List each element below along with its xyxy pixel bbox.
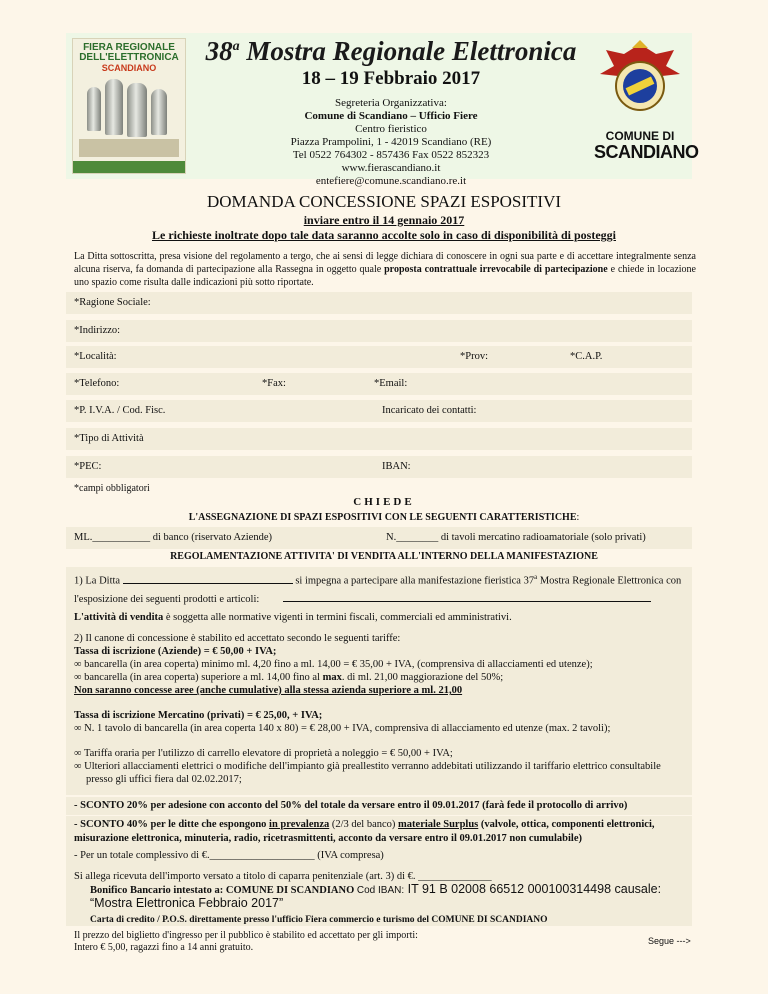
organizer-phone: Tel 0522 764302 - 857436 Fax 0522 852323: [292, 149, 490, 161]
segue-label: Segue: [648, 936, 675, 946]
organizer-website: www.fierascandiano.it: [341, 162, 441, 174]
bancarella-2-max: max: [322, 672, 342, 683]
bullet-icon: ∞: [74, 672, 82, 683]
ticket-info: [74, 930, 418, 954]
tipo-attivita-label: *Tipo di Attività: [74, 433, 144, 444]
bullet-icon: ∞: [74, 659, 82, 670]
poster-line1: FIERA REGIONALE: [83, 42, 175, 53]
allacciamenti: [74, 760, 684, 786]
edition-sup: a: [232, 39, 240, 54]
organizer-name: Comune di Scandiano – Ufficio Fiere: [304, 110, 478, 122]
pec-field[interactable]: [66, 456, 692, 478]
discount-20: - SCONTO 20% per adesione con acconto del 50% del totale da versare entro il 09.01.2017 (farà fede il protocollo di arrivo): [66, 797, 692, 815]
email-label: *Email:: [374, 378, 408, 389]
localita-field[interactable]: [66, 346, 692, 368]
cap-label: *C.A.P.: [570, 351, 603, 362]
ditta-blank[interactable]: [123, 583, 293, 584]
organizer-address: Piazza Prampolini, 1 - 42019 Scandiano (RE): [290, 136, 492, 148]
discount-40: [66, 816, 692, 848]
vendita-bold: L'attività di vendita: [74, 611, 164, 623]
intro-paragraph: [74, 250, 696, 289]
valve-tube-graphic: [127, 83, 147, 137]
total-text: - Per un totale complessivo di €.____________________ (IVA compresa): [74, 850, 384, 861]
bancarella-1-text: bancarella (in area coperta) minimo ml. 4,20 fino a ml. 14,00 = € 35,00 + IVA, (comprensiva di allacciamenti ed utenze);: [84, 659, 593, 670]
page-title: [186, 36, 596, 67]
rule1-text-a: 1) La Ditta: [74, 575, 123, 587]
tassa-privati: Tassa di iscrizione Mercatino (privati) = € 25,00, + IVA;: [74, 710, 323, 721]
discount-40-text-a: - SCONTO 40% per le ditte che espongono: [74, 819, 270, 830]
event-dates: 18 – 19 Febbraio 2017: [301, 68, 481, 89]
rule1-text-c: Mostra Regionale Elettronica con: [537, 575, 682, 587]
bancarella-2-text-b: . di ml. 21,00 maggiorazione del 50%;: [341, 672, 504, 683]
fax-label: *Fax:: [262, 378, 286, 389]
rule2-intro: 2) Il canone di concessione è stabilito ed accettato secondo le seguenti tariffe:: [74, 633, 401, 644]
tariffa-carrello: [74, 747, 684, 760]
n-tavoli-label: N.________ di tavoli mercatino radioamatoriale (solo privati): [386, 532, 646, 543]
required-note: *campi obbligatori: [74, 483, 150, 494]
form-title: DOMANDA CONCESSIONE SPAZI ESPOSITIVI: [206, 192, 562, 211]
bonifico-iban: IT 91 B 02008 66512 000100314498: [404, 882, 612, 896]
products-blank[interactable]: [283, 601, 651, 602]
comune-logo: [594, 129, 699, 162]
bancarella-2: [74, 671, 684, 684]
bonifico-line: [74, 883, 684, 911]
rule1-line2: [74, 593, 684, 606]
tariffa-carrello-text: Tariffa oraria per l'utilizzo di carrello elevatore di proprietà a noleggio = € 50,00 + IVA;: [83, 748, 453, 759]
ticket-line1: Il prezzo del biglietto d'ingresso per il pubblico è stabilito ed accettato per gli importi:: [74, 930, 418, 941]
organizer-label: Segreteria Organizzativa:: [335, 97, 447, 109]
rule2-block: [66, 629, 692, 795]
bonifico-iban-label: Cod IBAN:: [356, 885, 405, 896]
assegnazione-heading: [40, 512, 728, 523]
ticket-line2: Intero € 5,00, ragazzi fino a 14 anni gratuito.: [74, 942, 254, 953]
telefono-label: *Telefono:: [74, 378, 120, 389]
discount-40-text-b: (2/3 del banco): [329, 819, 399, 830]
ml-banco-label: ML.___________ di banco (riservato Aziende): [74, 532, 272, 543]
deadline-notice: inviare entro il 14 gennaio 2017: [303, 213, 465, 227]
valve-tube-graphic: [105, 79, 123, 135]
organizer-info: [186, 97, 596, 188]
intro-text-bold: proposta contrattuale irrevocabile di partecipazione: [384, 264, 608, 275]
chiede-heading: CHIEDE: [353, 496, 415, 508]
bullet-icon: ∞: [74, 761, 82, 772]
discount-40-prevalenza: in prevalenza: [269, 819, 330, 830]
carta-credito-text: Carta di credito / P.O.S. direttamente presso l'ufficio Fiera commercio e turismo del COMUNE DI SCANDIANO: [90, 915, 548, 925]
indirizzo-field[interactable]: [66, 320, 692, 342]
rule1-block: [66, 567, 692, 631]
intro-text-c: e chiede in locazione uno spazio come risulta dalle indicazioni più sotto riportate.: [74, 264, 696, 288]
valve-tube-graphic: [151, 89, 167, 135]
prov-label: *Prov:: [460, 351, 489, 362]
rule1-line3: [74, 611, 684, 624]
tavolo-1-text: N. 1 tavolo di bancarella (in area coperta 140 x 80) = € 28,00 + IVA, comprensiva di allacciamento ed utenze (max. 2 tavoli);: [84, 723, 611, 734]
piva-field[interactable]: [66, 400, 692, 422]
arrow-right-icon: --->: [674, 936, 691, 946]
organizer-email: entefiere@comune.scandiano.re.it: [315, 175, 467, 187]
tavolo-1: [74, 722, 684, 735]
telefono-field[interactable]: [66, 373, 692, 395]
poster-base: [79, 139, 179, 157]
poster-band: [73, 161, 185, 173]
bonifico-text-a: Bonifico Bancario intestato a: COMUNE DI SCANDIANO: [90, 885, 357, 896]
vendita-rest: è soggetta alle normative vigenti in termini fiscali, commerciali ed amministrativi.: [163, 611, 512, 623]
ragione-sociale-label: *Ragione Sociale:: [74, 297, 151, 308]
organizer-venue: Centro fieristico: [355, 123, 427, 135]
assegnazione-text: L'ASSEGNAZIONE DI SPAZI ESPOSITIVI CON LE SEGUENTI CARATTERISTICHE: [188, 512, 577, 523]
regolamentazione-heading: REGOLAMENTAZIONE ATTIVITA' DI VENDITA ALL'INTERNO DELLA MANIFESTAZIONE: [170, 551, 598, 562]
rule1-sup: a: [534, 573, 538, 581]
bonifico-causale: causale: “Mostra Elettronica Febbraio 2017”: [90, 882, 662, 910]
poster-line2: DELL'ELETTRONICA: [79, 52, 179, 63]
tassa-aziende: Tassa di iscrizione (Aziende) = € 50,00 + IVA;: [74, 646, 277, 657]
caparra-text: Si allega ricevuta dell'importo versato a titolo di caparra penitenziale (art. 3) di €. ______________: [74, 871, 492, 882]
iban-label: IBAN:: [382, 461, 411, 472]
bancarella-1: [74, 658, 684, 671]
piva-label: *P. I.V.A. / Cod. Fisc.: [74, 405, 166, 416]
tipo-attivita-field[interactable]: [66, 428, 692, 450]
discount-40-surplus: materiale Surplus: [398, 819, 479, 830]
rule1-line1: [74, 571, 684, 588]
poster-line3: SCANDIANO: [101, 63, 157, 73]
logo-line1: COMUNE DI: [605, 129, 675, 143]
assegnazione-colon: :: [576, 512, 580, 523]
indirizzo-label: *Indirizzo:: [74, 325, 121, 336]
rule1-products-label: l'esposizione dei seguenti prodotti e articoli:: [74, 593, 260, 605]
ragione-sociale-field[interactable]: [66, 292, 692, 314]
payment-block: [66, 868, 692, 926]
municipal-crest-icon: [596, 40, 684, 120]
intro-text-a: La Ditta sottoscritta, presa visione del regolamento a tergo, che ai sensi di legge dichiara di conoscere in ogni sua parte e di accettare integralmente senza alcuna riserva, fa domanda di partecipazione alla Rassegna in oggetto quale: [74, 251, 696, 275]
segue-link[interactable]: [648, 936, 691, 946]
incaricato-label: Incaricato dei contatti:: [382, 405, 477, 416]
valve-tube-graphic: [87, 87, 101, 131]
localita-label: *Località:: [74, 351, 117, 362]
late-notice: Le richieste inoltrate dopo tale data saranno accolte solo in caso di disponibilità di posteggi: [151, 228, 616, 242]
pec-label: *PEC:: [74, 461, 102, 472]
quantity-row[interactable]: [66, 527, 692, 549]
bullet-icon: ∞: [74, 723, 82, 734]
title-text: Mostra Regionale Elettronica: [239, 36, 577, 66]
edition-number: 38: [205, 36, 233, 66]
discount-40-text-c: (valvole, ottica, componenti elettronici, misurazione elettronica, minuteria, radio, ricetrasmittenti, acconto da versare entro il 09.01.2017 non cumulabile): [74, 819, 655, 844]
no-concession-note: Non saranno concesse aree (anche cumulative) alla stessa azienda superiore a ml. 21,00: [74, 685, 463, 696]
bullet-icon: ∞: [74, 748, 82, 759]
rule1-text-b: si impegna a partecipare alla manifestazione fieristica 37: [292, 575, 535, 587]
fair-poster-image: [72, 38, 186, 174]
allacciamenti-text: Ulteriori allacciamenti elettrici o modifiche dell'impianto già preallestito verranno addebitati utilizzando il tariffario elettrico consultabile presso gli uffici fiera dal 02.02.2017;: [84, 761, 661, 785]
logo-line2: SCANDIANO: [594, 142, 699, 162]
bancarella-2-text-a: bancarella (in area coperta) superiore a ml. 14,00 fino al: [84, 672, 323, 683]
